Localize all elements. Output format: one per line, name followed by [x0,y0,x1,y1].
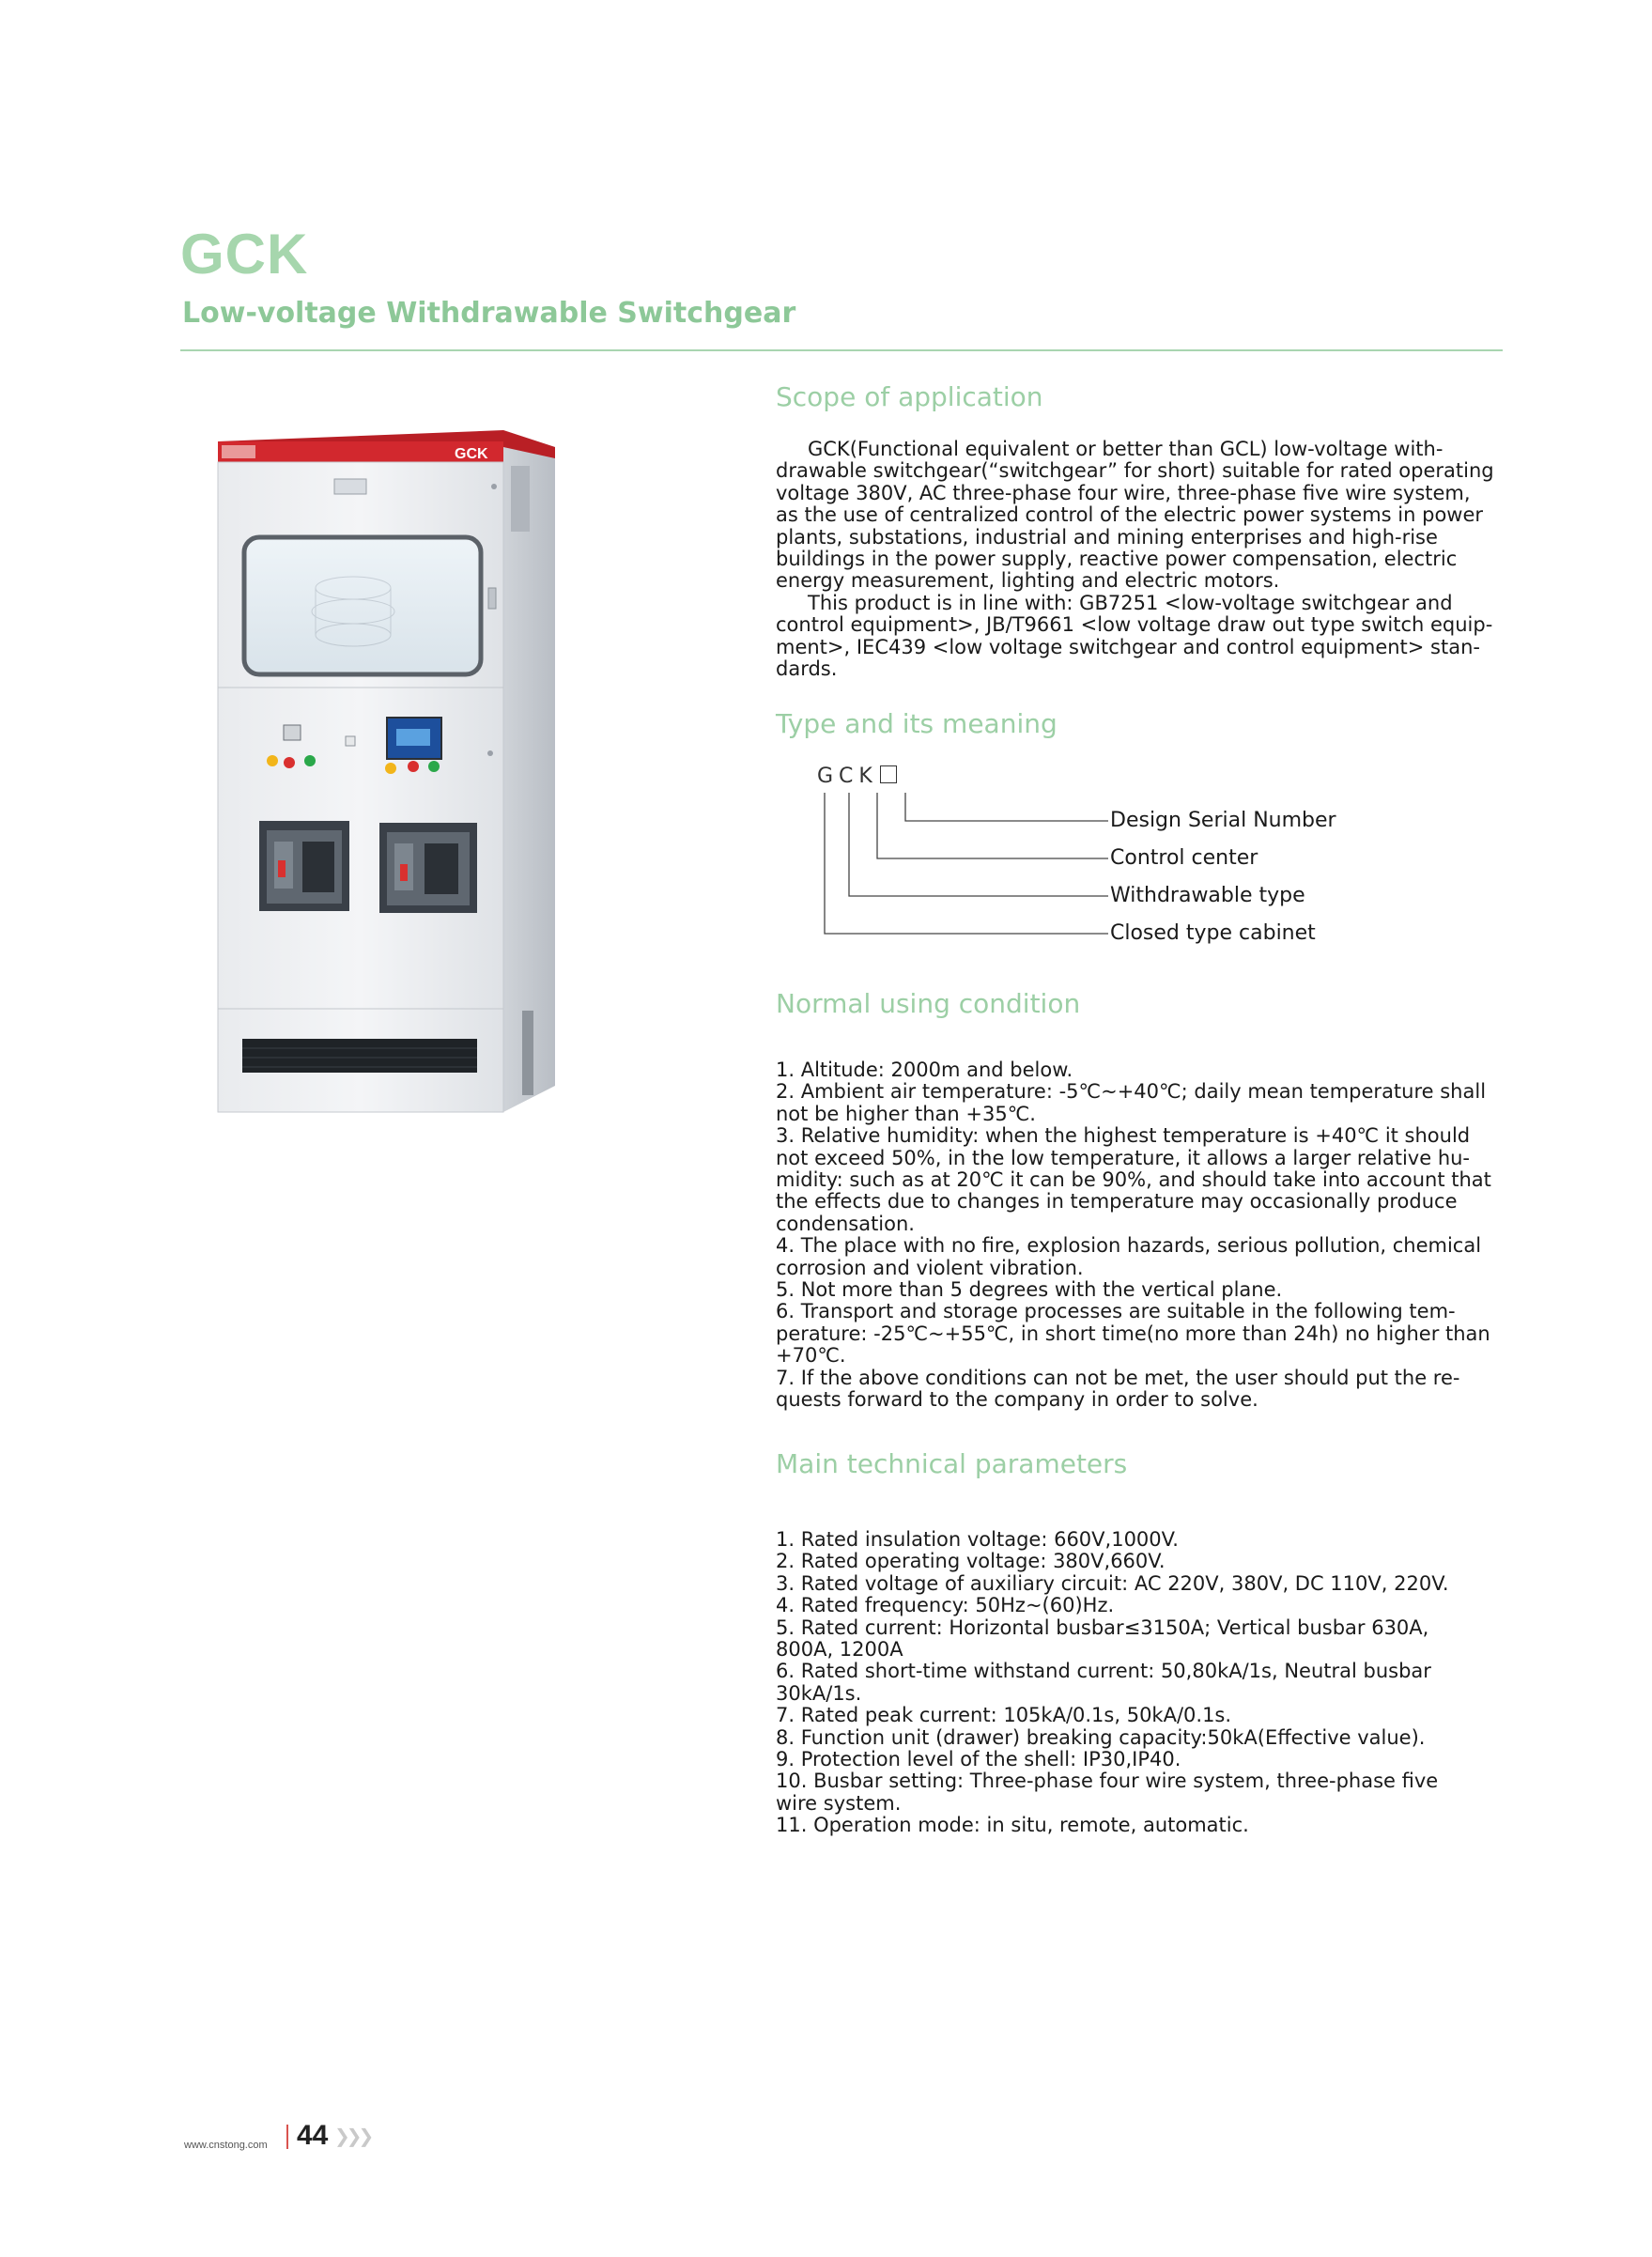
chevron-right-icon: ❯❯❯ [334,2125,371,2147]
scope-line: voltage 380V, AC three-phase four wire, three-phase five wire system, [776,481,1471,504]
scope-line: plants, substations, industrial and mining enterprises and high-rise [776,525,1438,549]
parameters-list [776,1529,1508,1837]
header-divider [180,349,1503,351]
condition-line: 5. Not more than 5 degrees with the vertical plane. [776,1278,1283,1302]
parameter-line: 9. Protection level of the shell: IP30,IP40. [776,1748,1181,1771]
parameter-line: 800A, 1200A [776,1638,903,1662]
type-item-serial: Design Serial Number [1110,809,1336,832]
condition-line: corrosion and violent vibration. [776,1256,1084,1279]
type-code-letters: GCK [817,765,878,788]
scope-text [776,439,1508,680]
condition-line: not exceed 50%, in the low temperature, it allows a larger relative hu- [776,1146,1471,1169]
switchgear-cabinet-image [212,410,569,1123]
parameter-line: 11. Operation mode: in situ, remote, automatic. [776,1814,1249,1837]
condition-line: +70℃. [776,1344,846,1368]
condition-line: 1. Altitude: 2000m and below. [776,1059,1073,1081]
conditions-list [776,1059,1508,1412]
scope-line: control equipment>, JB/T9661 <low voltage draw out type switch equip- [776,613,1493,637]
condition-line: midity: such as at 20℃ it can be 90%, and should take into account that [776,1168,1491,1192]
type-code-lines [817,791,1118,941]
scope-line: buildings in the power supply, reactive power compensation, electric [776,548,1458,571]
footer-url: www.cnstong.com [184,2140,268,2151]
scope-line: energy measurement, lighting and electric motors. [776,569,1280,593]
scope-line: ment>, IEC439 <low voltage switchgear and control equipment> stan- [776,635,1480,658]
parameter-line: 1. Rated insulation voltage: 660V,1000V. [776,1528,1179,1551]
scope-line: as the use of centralized control of the electric power systems in power [776,503,1484,527]
scope-line: dards. [776,657,838,681]
scope-heading: Scope of application [776,381,1043,412]
scope-line: GCK(Functional equivalent or better than GCL) low-voltage with- [808,438,1444,460]
condition-line: 2. Ambient air temperature: -5℃~+40℃; daily mean temperature shall [776,1080,1487,1104]
scope-line: This product is in line with: GB7251 <low-voltage switchgear and [808,591,1453,614]
parameter-line: 2. Rated operating voltage: 380V,660V. [776,1550,1166,1573]
parameters-heading: Main technical parameters [776,1448,1128,1479]
parameter-line: 6. Rated short-time withstand current: 50,80kA/1s, Neutral busbar [776,1660,1431,1683]
type-code [817,765,897,788]
parameter-line: wire system. [776,1791,902,1815]
parameter-line: 4. Rated frequency: 50Hz~(60)Hz. [776,1594,1115,1617]
parameter-line: 3. Rated voltage of auxiliary circuit: AC 220V, 380V, DC 110V, 220V. [776,1571,1449,1595]
type-heading: Type and its meaning [776,708,1058,739]
serial-box [880,765,897,783]
type-item-withdrawable: Withdrawable type [1110,884,1305,907]
conditions-heading: Normal using condition [776,988,1081,1019]
parameter-line: 5. Rated current: Horizontal busbar≤3150A; Vertical busbar 630A, [776,1615,1429,1639]
page-number: 44 [297,2120,329,2151]
condition-line: condensation. [776,1212,915,1235]
condition-line: 3. Relative humidity: when the highest temperature is +40℃ it should [776,1124,1471,1148]
parameter-line: 30kA/1s. [776,1681,862,1705]
condition-line: quests forward to the company in order to solve. [776,1388,1258,1412]
condition-line: the effects due to changes in temperature may occasionally produce [776,1190,1458,1214]
condition-line: 6. Transport and storage processes are suitable in the following tem- [776,1300,1456,1323]
condition-line: perature: -25℃~+55℃, in short time(no more than 24h) no higher than [776,1322,1490,1345]
page-subtitle: Low-voltage Withdrawable Switchgear [182,297,796,330]
condition-line: 4. The place with no fire, explosion hazards, serious pollution, chemical [776,1234,1482,1258]
footer-divider [286,2125,288,2149]
type-item-closed: Closed type cabinet [1110,921,1316,945]
page-title: GCK [180,223,309,286]
condition-line: 7. If the above conditions can not be met, the user should put the re- [776,1366,1460,1389]
cabinet-label: GCK [455,446,488,462]
type-item-control: Control center [1110,846,1258,870]
parameter-line: 7. Rated peak current: 105kA/0.1s, 50kA/0.1s. [776,1704,1232,1727]
parameter-line: 8. Function unit (drawer) breaking capacity:50kA(Effective value). [776,1725,1426,1749]
condition-line: not be higher than +35℃. [776,1102,1036,1125]
parameter-line: 10. Busbar setting: Three-phase four wire system, three-phase five [776,1770,1439,1793]
scope-line: drawable switchgear(“switchgear” for short) suitable for rated operating [776,459,1494,483]
